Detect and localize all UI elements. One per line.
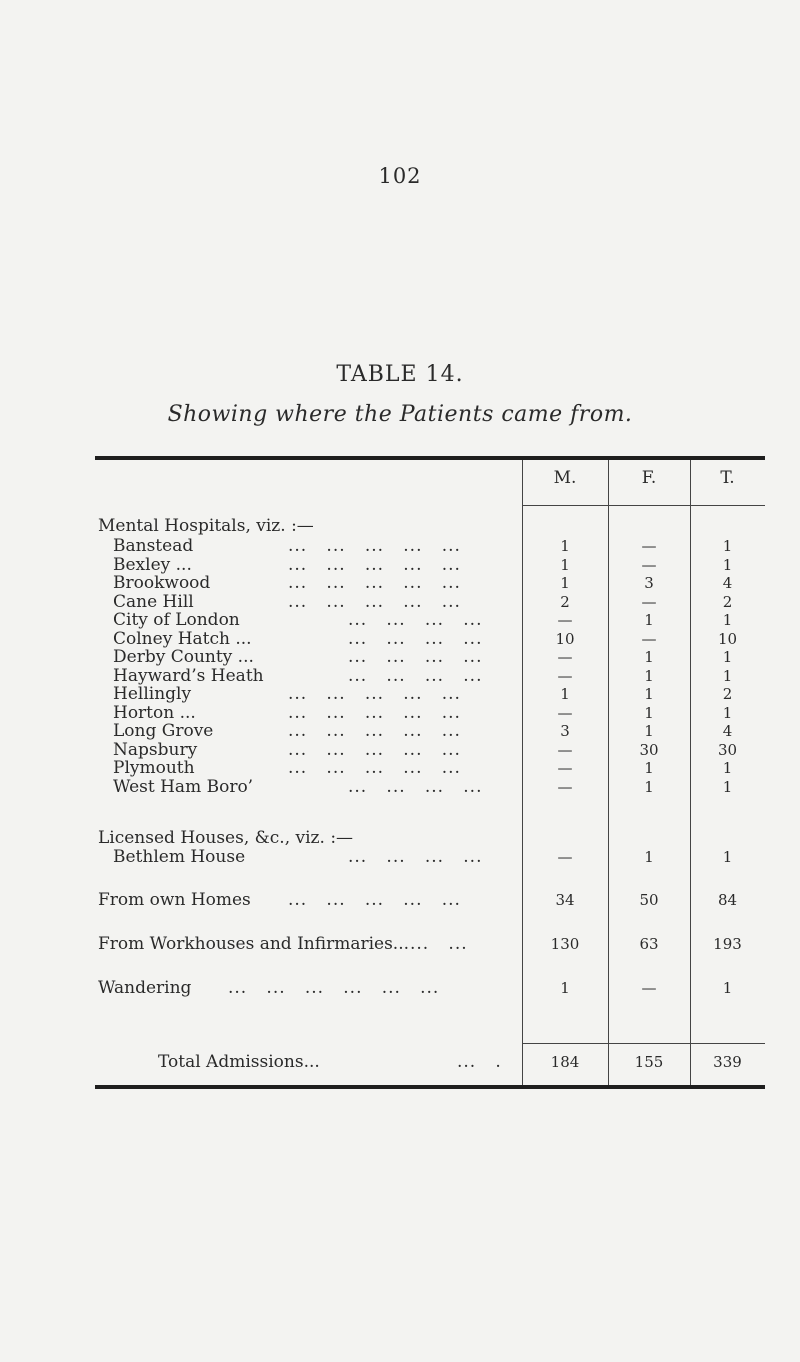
row-f-value: 1 [644, 611, 654, 629]
header-rule [522, 505, 765, 506]
row-f-value: 1 [644, 685, 654, 703]
row-t-value: 30 [717, 740, 738, 759]
row-f-value: — [641, 979, 657, 997]
row-label: Bexley ... [113, 554, 192, 575]
row-t-value: 84 [717, 891, 738, 909]
row-label: Long Grove [113, 721, 214, 741]
row-t-value: 1 [722, 666, 733, 685]
row-f-value: 1 [644, 648, 654, 666]
total-rule [522, 1043, 765, 1044]
row-m-value: — [557, 648, 573, 666]
row-leader-dots: ... ... ... ... ... [288, 554, 461, 575]
row-f-value: — [641, 555, 657, 574]
row-m-value: 10 [555, 629, 575, 648]
bottom-rule [95, 1085, 765, 1089]
row-m-value: — [557, 666, 573, 685]
row-f-value: 63 [639, 935, 659, 953]
row-t-value: 1 [722, 759, 733, 777]
row-leader-dots: ... ... ... ... [348, 665, 483, 686]
row-leader-dots: ... ... ... ... [348, 647, 483, 667]
row-f-value: — [641, 629, 657, 648]
row-m-value: — [557, 777, 573, 796]
total-f: 155 [634, 1053, 664, 1071]
row-leader-dots: ... ... ... ... ... [288, 536, 461, 556]
row-label: Cane Hill [113, 591, 194, 612]
row-leader-dots: ... ... ... ... [348, 847, 483, 867]
row-t-value: 1 [722, 555, 733, 574]
row-m-value: 2 [560, 592, 570, 611]
row-m-value: 1 [560, 685, 570, 703]
row-leader-dots: ... ... ... ... [348, 610, 483, 630]
row-label: West Ham Boro’ [113, 776, 254, 797]
row-label: City of London [113, 610, 240, 630]
row-label: From Workhouses and Infirmaries... [98, 934, 410, 954]
row-label: Brookwood [113, 573, 211, 593]
row-f-value: 1 [644, 848, 654, 866]
row-f-value: 1 [644, 703, 654, 722]
row-leader-dots: ... ... [410, 934, 468, 954]
row-t-value: 10 [717, 629, 738, 648]
row-leader-dots: ... ... ... ... ... [288, 758, 461, 778]
row-leader-dots: ... ... ... ... ... [288, 591, 461, 612]
row-label: Hayward’s Heath [113, 665, 264, 686]
row-m-value: 130 [550, 935, 580, 953]
row-f-value: — [641, 592, 657, 611]
row-f-value: 30 [639, 740, 659, 759]
row-f-value: 3 [644, 574, 654, 592]
row-t-value: 1 [722, 979, 733, 997]
row-f-value: 50 [639, 891, 659, 909]
row-t-value: 1 [722, 848, 733, 866]
row-t-value: 1 [722, 537, 733, 555]
row-t-value: 1 [722, 611, 733, 629]
row-m-value: 1 [560, 574, 570, 592]
top-rule [95, 456, 765, 460]
row-leader-dots: ... ... ... ... [348, 628, 483, 649]
row-m-value: 1 [560, 555, 570, 574]
row-m-value: 3 [560, 722, 570, 740]
column-header-t: T. [720, 468, 735, 488]
section-heading-mental-hospitals: Mental Hospitals, viz. :— [98, 516, 314, 536]
row-f-value: 1 [644, 666, 654, 685]
row-leader-dots: ... ... ... ... ... [288, 702, 461, 723]
row-label: Banstead [113, 536, 194, 556]
row-m-value: 34 [555, 891, 575, 909]
table-title: TABLE 14. [336, 362, 464, 387]
row-m-value: — [557, 740, 573, 759]
row-label: Colney Hatch ... [113, 628, 252, 649]
row-label: Horton ... [113, 702, 196, 723]
row-leader-dots: ... ... ... ... ... [288, 721, 461, 741]
row-leader-dots: ... ... ... ... ... [288, 739, 461, 760]
total-t: 339 [713, 1053, 742, 1071]
row-m-value: — [557, 611, 573, 629]
page-number: 102 [378, 164, 422, 188]
row-t-value: 2 [722, 592, 733, 611]
row-m-value: 1 [560, 979, 570, 997]
row-m-value: 1 [560, 537, 570, 555]
column-header-f: F. [641, 468, 657, 488]
row-label: Napsbury [113, 739, 198, 760]
section-heading-licensed-houses: Licensed Houses, &c., viz. :— [98, 828, 354, 848]
row-label: Wandering [98, 978, 192, 998]
total-label: Total Admissions... [158, 1052, 320, 1072]
row-m-value: — [557, 703, 573, 722]
row-leader-dots: ... ... ... ... ... ... [228, 978, 440, 998]
row-t-value: 4 [722, 722, 733, 740]
row-t-value: 1 [722, 703, 733, 722]
row-f-value: — [641, 537, 657, 555]
row-leader-dots: ... ... ... ... ... [288, 684, 461, 704]
row-t-value: 193 [713, 935, 742, 953]
row-f-value: 1 [644, 759, 654, 777]
row-t-value: 2 [722, 685, 733, 703]
column-header-m: M. [553, 468, 577, 488]
row-t-value: 4 [722, 574, 733, 592]
row-label: Bethlem House [113, 847, 246, 867]
row-leader-dots: ... ... ... ... ... [288, 573, 461, 593]
total-m: 184 [550, 1053, 580, 1071]
table-subtitle: Showing where the Patients came from. [167, 402, 633, 427]
row-m-value: — [557, 759, 573, 777]
row-label: Derby County ... [113, 647, 254, 667]
row-label: From own Homes [98, 890, 251, 910]
row-label: Plymouth [113, 758, 195, 778]
row-f-value: 1 [644, 722, 654, 740]
row-t-value: 1 [722, 777, 733, 796]
row-m-value: — [557, 848, 573, 866]
row-label: Hellingly [113, 684, 192, 704]
row-leader-dots: ... ... ... ... ... [288, 890, 461, 910]
row-leader-dots: ... ... ... ... [348, 776, 483, 797]
row-t-value: 1 [722, 648, 733, 666]
row-f-value: 1 [644, 777, 654, 796]
total-leader-dots: ... . [457, 1052, 502, 1072]
